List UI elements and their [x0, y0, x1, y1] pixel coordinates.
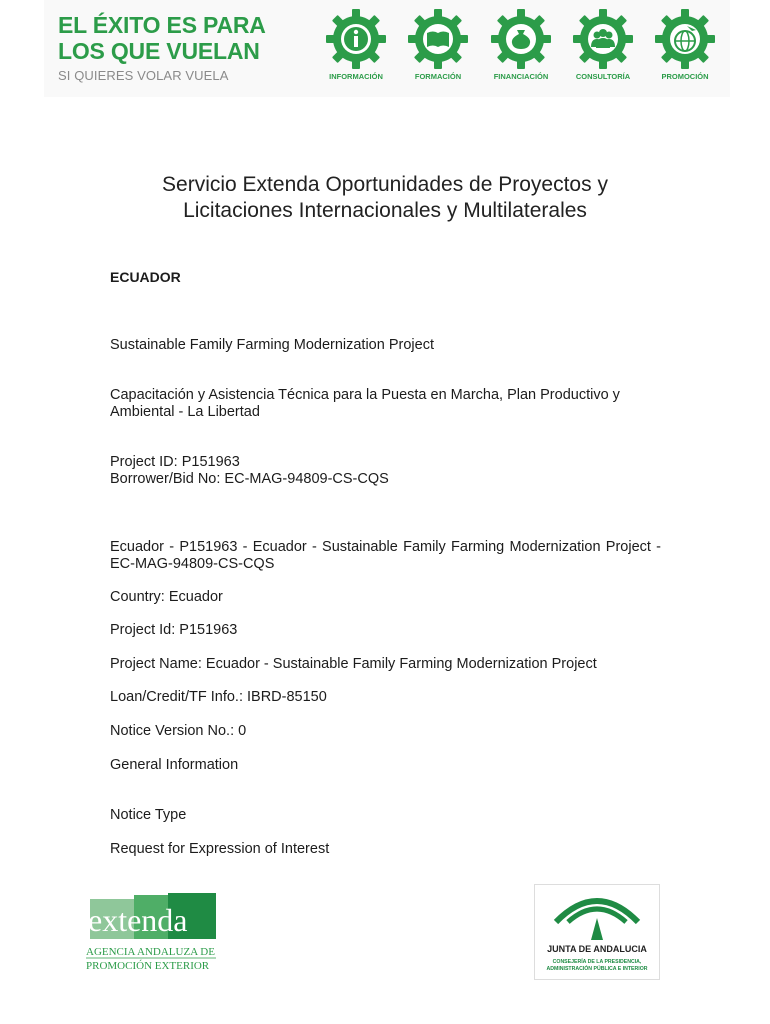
- extenda-wordmark: extenda: [88, 902, 188, 938]
- gear-label: FORMACIÓN: [414, 72, 462, 81]
- gear-consultoria: [568, 8, 638, 90]
- money-bag-icon: [490, 8, 552, 70]
- gear-financiacion: [486, 8, 556, 90]
- junta-title: JUNTA DE ANDALUCIA: [547, 944, 647, 954]
- notice-type-line: Notice Type: [110, 807, 187, 823]
- gear-label: PROMOCIÓN: [661, 72, 709, 81]
- gear-label: INFORMACIÓN: [329, 72, 383, 81]
- extenda-sub-1: AGENCIA ANDALUZA DE: [86, 946, 215, 958]
- subtitle-es: Capacitación y Asistencia Técnica para la Puesta en Marcha, Plan Productivo y Ambiental - La Libertad: [110, 387, 620, 420]
- bid-no-line: Borrower/Bid No: EC-MAG-94809-CS-CQS: [110, 471, 389, 487]
- loan-line: Loan/Credit/TF Info.: IBRD-85150: [110, 689, 327, 705]
- notice-version-line: Notice Version No.: 0: [110, 723, 247, 739]
- project-id-line-2: Project Id: P151963: [110, 622, 238, 638]
- slogan-subtitle: SI QUIERES VOLAR VUELA: [58, 68, 229, 83]
- project-name-line: Project Name: Ecuador - Sustainable Family Farming Modernization Project: [110, 656, 597, 672]
- junta-andalucia-logo: [534, 884, 660, 980]
- country-line: Country: Ecuador: [110, 589, 223, 605]
- country-heading: ECUADOR: [110, 269, 181, 285]
- gear-promocion: [650, 8, 720, 90]
- gear-informacion: [321, 8, 391, 90]
- project-name-en: Sustainable Family Farming Modernization Project: [110, 337, 434, 353]
- title-line-1: Servicio Extenda Oportunidades de Proyectos y: [162, 173, 608, 196]
- gear-formacion: [403, 8, 473, 90]
- extenda-sub-2: PROMOCIÓN EXTERIOR: [86, 960, 210, 972]
- gear-label: FINANCIACIÓN: [493, 72, 549, 81]
- junta-sub-1: CONSEJERÍA DE LA PRESIDENCIA,: [552, 959, 642, 965]
- junta-sub-2: ADMINISTRACIÓN PÚBLICA E INTERIOR: [546, 966, 648, 972]
- extenda-logo: [84, 893, 224, 973]
- slogan-line-1: EL ÉXITO ES PARA: [58, 12, 266, 38]
- info-icon: [325, 8, 387, 70]
- slogan-line-2: LOS QUE VUELAN: [58, 38, 260, 64]
- document-title: [80, 172, 690, 224]
- title-line-2: Licitaciones Internacionales y Multilaterales: [183, 199, 587, 222]
- book-icon: [407, 8, 469, 70]
- people-icon: [572, 8, 634, 70]
- globe-plane-icon: [654, 8, 716, 70]
- gear-label: CONSULTORÍA: [575, 72, 631, 81]
- project-id-line: Project ID: P151963: [110, 454, 240, 470]
- request-line: Request for Expression of Interest: [110, 841, 330, 857]
- general-info-line: General Information: [110, 757, 239, 773]
- summary-line: Ecuador - P151963 - Ecuador - Sustainable Family Farming Modernization Project - EC-MAG-94809-CS-CQS: [110, 539, 661, 572]
